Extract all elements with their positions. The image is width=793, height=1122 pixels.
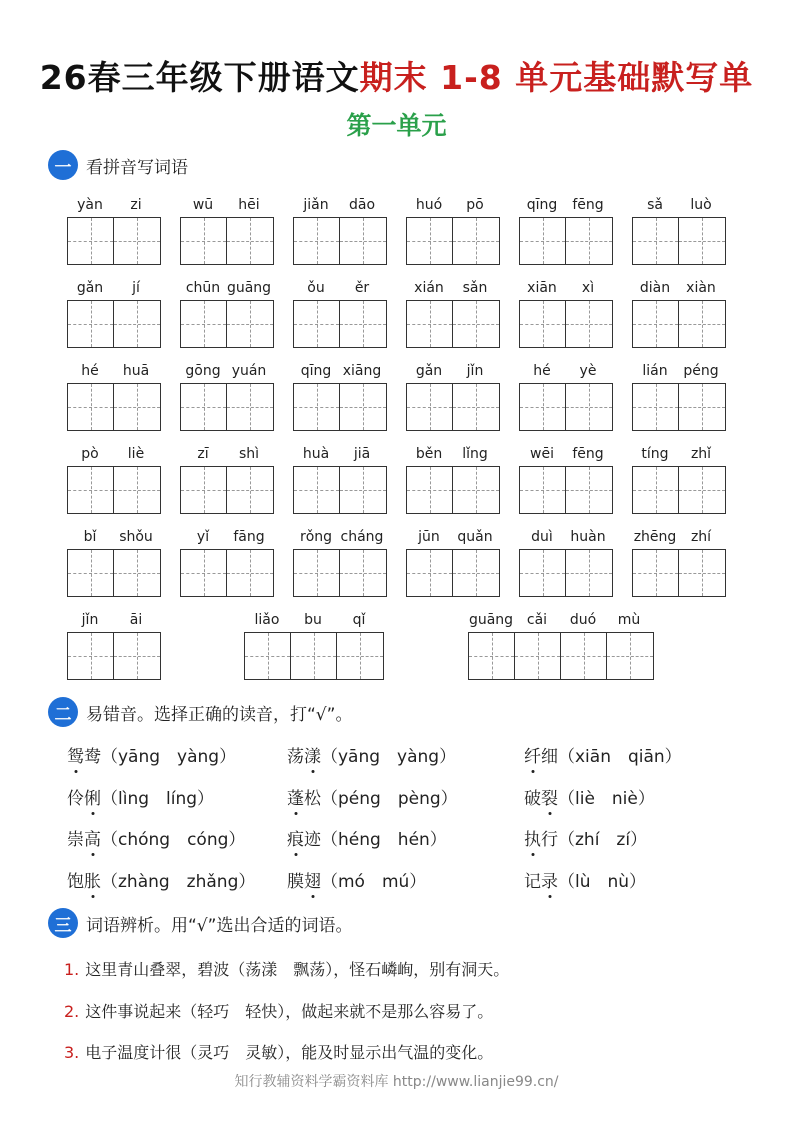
pinyin-syllable: rǒng — [299, 529, 333, 545]
pinyin-syllable: hēi — [238, 197, 260, 213]
section-3-badge: 三 — [48, 908, 78, 938]
word-group — [468, 610, 654, 680]
pinyin-syllable: fēng — [572, 197, 604, 213]
sentence-number: 3. — [64, 1043, 80, 1062]
pinyin-syllable: cháng — [340, 529, 384, 545]
writing-box[interactable] — [520, 467, 566, 513]
writing-box[interactable] — [679, 467, 725, 513]
word-group — [67, 361, 161, 431]
writing-box[interactable] — [340, 384, 386, 430]
pinyin-row — [67, 527, 767, 609]
pinyin-syllable: āi — [129, 612, 143, 628]
pinyin-syllable: gǎn — [415, 363, 443, 379]
word-group — [293, 527, 387, 597]
pinyin-syllable: lián — [642, 363, 668, 379]
word-group — [632, 527, 726, 597]
polyphone-dotted-char: 执 — [524, 825, 541, 850]
pinyin-syllable: quǎn — [457, 529, 493, 545]
pinyin-syllable: ǒu — [307, 280, 325, 296]
writing-box[interactable] — [520, 550, 566, 596]
section-2-header — [48, 696, 352, 728]
pinyin-syllable: guāng — [226, 280, 272, 296]
pinyin-syllable: lǐng — [462, 446, 488, 462]
footer-watermark: 知行教辅资料学霸资料库 http://www.lianjie99.cn/ — [234, 1074, 559, 1090]
word-group — [406, 444, 500, 514]
pinyin-syllable: jǐn — [466, 363, 484, 379]
writing-box[interactable] — [607, 633, 653, 679]
writing-box[interactable] — [337, 633, 383, 679]
pinyin-syllable: qǐ — [352, 612, 366, 628]
pinyin-row — [67, 444, 767, 526]
pinyin-syllable: dāo — [348, 197, 376, 213]
polyphone-text: 饱 — [67, 872, 84, 892]
pinyin-syllable: bǐ — [83, 529, 97, 545]
pinyin-syllable: yǐ — [196, 529, 210, 545]
pinyin-syllable: xì — [581, 280, 595, 296]
writing-box[interactable] — [68, 218, 114, 264]
polyphone-item — [524, 784, 655, 809]
word-group — [519, 361, 613, 431]
polyphone-options[interactable]: 细（xiān qiān） — [541, 747, 682, 767]
pinyin-syllable: bu — [304, 612, 322, 628]
writing-box[interactable] — [679, 301, 725, 347]
section-1-title: 看拼音写词语 — [86, 157, 188, 178]
writing-box[interactable] — [407, 384, 453, 430]
word-group — [632, 278, 726, 348]
pinyin-row — [67, 195, 767, 277]
pinyin-syllable: huàn — [570, 529, 606, 545]
title-part2: 期末 1-8 单元基础默写单 — [359, 58, 754, 97]
writing-box[interactable] — [340, 301, 386, 347]
polyphone-item — [287, 825, 447, 850]
word-group — [180, 195, 274, 265]
writing-box[interactable] — [407, 550, 453, 596]
pinyin-syllable: zī — [197, 446, 209, 462]
word-group — [519, 444, 613, 514]
writing-box[interactable] — [453, 550, 499, 596]
word-group — [67, 527, 161, 597]
pinyin-syllable: huā — [122, 363, 150, 379]
writing-box[interactable] — [633, 384, 679, 430]
pinyin-syllable: sǎ — [647, 197, 663, 213]
writing-box[interactable] — [68, 633, 114, 679]
pinyin-syllable: jǐn — [81, 612, 99, 628]
polyphone-text: 膜 — [287, 872, 304, 892]
writing-box[interactable] — [291, 633, 337, 679]
writing-box[interactable] — [294, 467, 340, 513]
polyphone-dotted-char: 漾 — [304, 742, 321, 767]
polyphone-text: 伶 — [67, 789, 84, 809]
writing-box[interactable] — [453, 218, 499, 264]
writing-box[interactable] — [181, 550, 227, 596]
writing-box[interactable] — [407, 301, 453, 347]
pinyin-syllable: xiāng — [342, 363, 382, 379]
title-part1: 26春三年级下册语文 — [39, 58, 360, 97]
writing-box[interactable] — [227, 550, 273, 596]
pinyin-syllable: fāng — [233, 529, 265, 545]
writing-box[interactable] — [294, 218, 340, 264]
pinyin-syllable: hé — [81, 363, 99, 379]
pinyin-syllable: mù — [617, 612, 641, 628]
writing-box[interactable] — [520, 384, 566, 430]
section-2-title: 易错音。选择正确的读音，打“√”。 — [86, 704, 353, 725]
sentence-text[interactable]: 电子温度计很（灵巧 灵敏），能及时显示出气温的变化。 — [85, 1043, 494, 1062]
polyphone-dotted-char: 录 — [541, 867, 558, 892]
pinyin-syllable: duì — [531, 529, 553, 545]
writing-box[interactable] — [227, 218, 273, 264]
writing-box[interactable] — [114, 633, 160, 679]
pinyin-row — [67, 610, 767, 692]
sentence-text[interactable]: 这件事说起来（轻巧 轻快），做起来就不是那么容易了。 — [85, 1002, 494, 1021]
pinyin-syllable: qīng — [526, 197, 558, 213]
polyphone-options[interactable]: （chóng cóng） — [101, 830, 246, 850]
pinyin-syllable: yuán — [231, 363, 267, 379]
writing-box[interactable] — [633, 218, 679, 264]
section-3-header — [48, 907, 352, 939]
polyphone-dotted-char: 纤 — [524, 742, 541, 767]
polyphone-options[interactable]: （yāng yàng） — [321, 747, 457, 767]
sentence-text[interactable]: 这里青山叠翠，碧波（荡漾 飘荡），怪石嶙峋，别有洞天。 — [85, 960, 510, 979]
pinyin-syllable: sǎn — [462, 280, 488, 296]
writing-box[interactable] — [679, 218, 725, 264]
pinyin-syllable: wū — [192, 197, 214, 213]
polyphone-options[interactable]: （liè niè） — [558, 789, 655, 809]
pinyin-syllable: liǎo — [254, 612, 280, 628]
pinyin-syllable: diàn — [639, 280, 671, 296]
polyphone-item — [287, 784, 458, 809]
writing-box[interactable] — [340, 550, 386, 596]
writing-box[interactable] — [566, 384, 612, 430]
polyphone-dotted-char: 胀 — [84, 867, 101, 892]
polyphone-item — [287, 742, 456, 767]
word-group — [180, 527, 274, 597]
pinyin-syllable: gǎn — [76, 280, 104, 296]
pinyin-syllable: xiān — [527, 280, 557, 296]
polyphone-options[interactable]: 行（zhí zí） — [541, 830, 648, 850]
writing-box[interactable] — [340, 218, 386, 264]
pinyin-syllable: gōng — [185, 363, 221, 379]
writing-box[interactable] — [566, 550, 612, 596]
pinyin-syllable: zhǐ — [690, 446, 712, 462]
writing-box[interactable] — [227, 467, 273, 513]
writing-box[interactable] — [68, 467, 114, 513]
pinyin-syllable: yàn — [77, 197, 103, 213]
page-title — [0, 52, 793, 99]
polyphone-item — [524, 867, 646, 892]
writing-box[interactable] — [520, 218, 566, 264]
writing-box[interactable] — [633, 467, 679, 513]
section-2-badge: 二 — [48, 697, 78, 727]
polyphone-dotted-char: 痕 — [287, 825, 304, 850]
word-group — [67, 195, 161, 265]
writing-box[interactable] — [561, 633, 607, 679]
polyphone-options[interactable]: （zhàng zhǎng） — [101, 872, 256, 892]
word-group — [293, 361, 387, 431]
polyphone-options[interactable]: （lù nù） — [558, 872, 647, 892]
pinyin-syllable: zhí — [690, 529, 712, 545]
pinyin-syllable: wēi — [530, 446, 554, 462]
writing-box[interactable] — [407, 467, 453, 513]
sentence-number: 1. — [64, 960, 80, 979]
pinyin-syllable: huà — [302, 446, 330, 462]
polyphone-dotted-char: 俐 — [84, 784, 101, 809]
writing-box[interactable] — [294, 550, 340, 596]
word-group — [632, 195, 726, 265]
polyphone-options[interactable]: （lìng líng） — [101, 789, 215, 809]
pinyin-syllable: ěr — [354, 280, 370, 296]
sentence-number: 2. — [64, 1002, 80, 1021]
pinyin-syllable: liè — [127, 446, 145, 462]
writing-box[interactable] — [633, 301, 679, 347]
sentence-item — [64, 957, 509, 980]
writing-box[interactable] — [114, 218, 160, 264]
polyphone-options[interactable]: （mó mú） — [321, 872, 427, 892]
word-group — [67, 278, 161, 348]
word-group — [406, 361, 500, 431]
polyphone-text: 记 — [524, 872, 541, 892]
polyphone-dotted-char: 高 — [84, 825, 101, 850]
section-1-badge: 一 — [48, 150, 78, 180]
writing-box[interactable] — [453, 384, 499, 430]
pinyin-syllable: guāng — [468, 612, 514, 628]
word-group — [519, 195, 613, 265]
pinyin-syllable: huó — [415, 197, 443, 213]
sentence-item — [64, 999, 493, 1022]
writing-box[interactable] — [294, 384, 340, 430]
pinyin-syllable: zi — [130, 197, 142, 213]
writing-box[interactable] — [68, 550, 114, 596]
writing-box[interactable] — [679, 550, 725, 596]
word-group — [406, 195, 500, 265]
pinyin-syllable: qīng — [300, 363, 332, 379]
polyphone-dotted-char: 鸳 — [67, 742, 84, 767]
writing-box[interactable] — [227, 384, 273, 430]
writing-box[interactable] — [340, 467, 386, 513]
polyphone-text: 破 — [524, 789, 541, 809]
pinyin-syllable: shǒu — [119, 529, 153, 545]
pinyin-syllable: tíng — [641, 446, 669, 462]
word-group — [406, 278, 500, 348]
pinyin-syllable: péng — [683, 363, 719, 379]
word-group — [519, 278, 613, 348]
pinyin-row — [67, 278, 767, 360]
word-group — [67, 444, 161, 514]
polyphone-item — [67, 784, 214, 809]
pinyin-syllable: pò — [81, 446, 99, 462]
word-group — [293, 195, 387, 265]
polyphone-dotted-char: 裂 — [541, 784, 558, 809]
polyphone-item — [67, 867, 255, 892]
writing-box[interactable] — [114, 550, 160, 596]
writing-box[interactable] — [245, 633, 291, 679]
polyphone-options[interactable]: 鸯（yāng yàng） — [84, 747, 237, 767]
writing-box[interactable] — [68, 384, 114, 430]
pinyin-syllable: jiā — [353, 446, 371, 462]
word-group — [519, 527, 613, 597]
writing-box[interactable] — [679, 384, 725, 430]
word-group — [632, 361, 726, 431]
writing-box[interactable] — [566, 467, 612, 513]
word-group — [293, 278, 387, 348]
word-group — [293, 444, 387, 514]
polyphone-item — [524, 825, 647, 850]
polyphone-options[interactable]: 迹（héng hén） — [304, 830, 447, 850]
polyphone-dotted-char: 蓬 — [287, 784, 304, 809]
pinyin-syllable: xiàn — [686, 280, 716, 296]
writing-box[interactable] — [181, 384, 227, 430]
writing-box[interactable] — [227, 301, 273, 347]
pinyin-syllable: fēng — [572, 446, 604, 462]
pinyin-syllable: pō — [466, 197, 484, 213]
writing-box[interactable] — [294, 301, 340, 347]
writing-box[interactable] — [181, 467, 227, 513]
pinyin-syllable: duó — [569, 612, 597, 628]
writing-box[interactable] — [114, 467, 160, 513]
writing-box[interactable] — [515, 633, 561, 679]
page-subtitle: 第一单元 — [346, 111, 447, 140]
word-group — [632, 444, 726, 514]
pinyin-syllable: běn — [415, 446, 443, 462]
word-group — [67, 610, 161, 680]
polyphone-item — [524, 742, 682, 767]
writing-box[interactable] — [114, 384, 160, 430]
writing-box[interactable] — [520, 301, 566, 347]
word-group — [180, 361, 274, 431]
pinyin-syllable: shì — [238, 446, 260, 462]
writing-box[interactable] — [633, 550, 679, 596]
writing-box[interactable] — [114, 301, 160, 347]
polyphone-options[interactable]: 松（péng pèng） — [304, 789, 458, 809]
writing-box[interactable] — [566, 301, 612, 347]
sentence-item — [64, 1040, 493, 1063]
writing-box[interactable] — [407, 218, 453, 264]
polyphone-text: 荡 — [287, 747, 304, 767]
pinyin-syllable: jí — [132, 280, 140, 296]
polyphone-dotted-char: 翅 — [304, 867, 321, 892]
pinyin-syllable: cǎi — [526, 612, 548, 628]
word-group — [180, 444, 274, 514]
polyphone-item — [67, 742, 236, 767]
word-group — [244, 610, 384, 680]
pinyin-syllable: hé — [533, 363, 551, 379]
section-1-header — [48, 149, 188, 181]
writing-box[interactable] — [68, 301, 114, 347]
polyphone-item — [287, 867, 426, 892]
writing-box[interactable] — [453, 467, 499, 513]
polyphone-text: 崇 — [67, 830, 84, 850]
pinyin-syllable: jūn — [418, 529, 440, 545]
pinyin-syllable: xián — [414, 280, 444, 296]
pinyin-syllable: jiǎn — [303, 197, 329, 213]
writing-box[interactable] — [566, 218, 612, 264]
pinyin-syllable: chūn — [185, 280, 221, 296]
pinyin-syllable: yè — [579, 363, 597, 379]
pinyin-row — [67, 361, 767, 443]
word-group — [406, 527, 500, 597]
writing-box[interactable] — [181, 218, 227, 264]
word-group — [180, 278, 274, 348]
pinyin-syllable: zhēng — [633, 529, 677, 545]
writing-box[interactable] — [453, 301, 499, 347]
writing-box[interactable] — [181, 301, 227, 347]
polyphone-item — [67, 825, 245, 850]
pinyin-syllable: luò — [690, 197, 712, 213]
writing-box[interactable] — [469, 633, 515, 679]
section-3-title: 词语辨析。用“√”选出合适的词语。 — [86, 915, 353, 936]
